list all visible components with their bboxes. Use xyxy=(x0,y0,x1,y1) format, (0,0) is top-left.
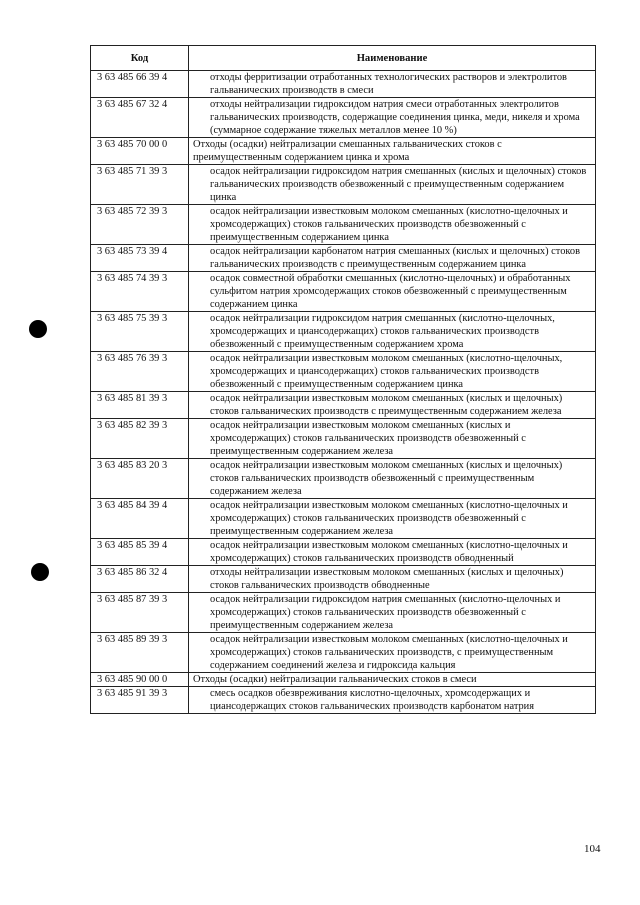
waste-name-cell: смесь осадков обезвреживания кислотно-щелочных, хромсодержащих и циансодержащих стоков гальванических производств карбонатом натрия xyxy=(189,687,596,714)
table-row xyxy=(91,98,596,138)
table-header-row xyxy=(91,46,596,71)
table-row xyxy=(91,566,596,593)
waste-name-cell: осадок нейтрализации известковым молоком смешанных (кислотно-щелочных и хромсодержащих) стоков гальванических производств обезвоженный с преимущественным содержанием железа xyxy=(189,499,596,539)
waste-code-cell: 3 63 485 76 39 3 xyxy=(91,352,189,392)
waste-code-cell: 3 63 485 90 00 0 xyxy=(91,673,189,687)
waste-name-cell: осадок нейтрализации известковым молоком смешанных (кислых и хромсодержащих) стоков гальванических производств обезвоженный с преимущественным содержанием железа xyxy=(189,419,596,459)
table-row xyxy=(91,687,596,714)
waste-name-cell: осадок нейтрализации известковым молоком смешанных (кислых и щелочных) стоков гальванических производств обезвоженный с преимущественным содержанием железа xyxy=(189,459,596,499)
waste-name-cell: осадок нейтрализации гидроксидом натрия смешанных (кислых и щелочных) стоков гальванических производств обезвоженный с преимущественным содержанием цинка xyxy=(189,165,596,205)
waste-code-cell: 3 63 485 86 32 4 xyxy=(91,566,189,593)
waste-name-cell: осадок совместной обработки смешанных (кислотно-щелочных) и обработанных сульфитом натрия хромсодержащих стоков обезвоженный с преимущественным содержанием цинка xyxy=(189,272,596,312)
waste-name-cell: осадок нейтрализации карбонатом натрия смешанных (кислых и щелочных) стоков гальванических производств с преимущественным содержанием цинка xyxy=(189,245,596,272)
waste-code-cell: 3 63 485 74 39 3 xyxy=(91,272,189,312)
waste-code-cell: 3 63 485 81 39 3 xyxy=(91,392,189,419)
table-row xyxy=(91,419,596,459)
table-row xyxy=(91,71,596,98)
waste-name-cell: осадок нейтрализации гидроксидом натрия смешанных (кислотно-щелочных, хромсодержащих и циансодержащих) стоков гальванических производств обезвоженный с преимущественным содержанием хрома xyxy=(189,312,596,352)
punch-hole-bottom xyxy=(31,563,49,581)
waste-name-cell: Отходы (осадки) нейтрализации гальванических стоков в смеси xyxy=(189,673,596,687)
column-header-name: Наименование xyxy=(189,46,596,71)
waste-name-cell: осадок нейтрализации известковым молоком смешанных (кислых и щелочных) стоков гальванических производств с преимущественным содержанием железа xyxy=(189,392,596,419)
punch-hole-top xyxy=(29,320,47,338)
table-row xyxy=(91,245,596,272)
table-row xyxy=(91,312,596,352)
table-body xyxy=(91,71,596,714)
waste-code-cell: 3 63 485 84 39 4 xyxy=(91,499,189,539)
waste-name-cell: осадок нейтрализации известковым молоком смешанных (кислотно-щелочных, хромсодержащих и циансодержащих) стоков гальванических производств обезвоженный с преимущественным содержанием цинка xyxy=(189,352,596,392)
waste-code-cell: 3 63 485 71 39 3 xyxy=(91,165,189,205)
table-group-row xyxy=(91,138,596,165)
waste-code-cell: 3 63 485 87 39 3 xyxy=(91,593,189,633)
table-row xyxy=(91,272,596,312)
waste-name-cell: отходы нейтрализации гидроксидом натрия смеси отработанных электролитов гальванических производств, содержащие соединения цинка, меди, никеля и хрома (суммарное содержание тяжелых металлов менее 10 %) xyxy=(189,98,596,138)
waste-classification-table xyxy=(90,45,596,714)
waste-name-cell: Отходы (осадки) нейтрализации смешанных гальванических стоков с преимущественным содержанием цинка и хрома xyxy=(189,138,596,165)
waste-code-cell: 3 63 485 67 32 4 xyxy=(91,98,189,138)
table-row xyxy=(91,352,596,392)
waste-name-cell: осадок нейтрализации гидроксидом натрия смешанных (кислотно-щелочных и хромсодержащих) стоков гальванических производств обезвоженный с преимущественным содержанием железа xyxy=(189,593,596,633)
waste-code-cell: 3 63 485 85 39 4 xyxy=(91,539,189,566)
waste-code-cell: 3 63 485 75 39 3 xyxy=(91,312,189,352)
table-row xyxy=(91,593,596,633)
waste-name-cell: отходы ферритизации отработанных технологических растворов и электролитов гальванических производств в смеси xyxy=(189,71,596,98)
waste-code-cell: 3 63 485 72 39 3 xyxy=(91,205,189,245)
table-row xyxy=(91,205,596,245)
waste-name-cell: отходы нейтрализации известковым молоком смешанных (кислых и щелочных) стоков гальванических производств обводненные xyxy=(189,566,596,593)
waste-code-cell: 3 63 485 83 20 3 xyxy=(91,459,189,499)
table-group-row xyxy=(91,673,596,687)
waste-code-cell: 3 63 485 91 39 3 xyxy=(91,687,189,714)
table-row xyxy=(91,459,596,499)
table-row xyxy=(91,539,596,566)
waste-code-cell: 3 63 485 82 39 3 xyxy=(91,419,189,459)
waste-code-cell: 3 63 485 73 39 4 xyxy=(91,245,189,272)
waste-code-cell: 3 63 485 89 39 3 xyxy=(91,633,189,673)
page-number: 104 xyxy=(584,843,601,855)
table-row xyxy=(91,499,596,539)
column-header-code: Код xyxy=(91,46,189,71)
waste-code-cell: 3 63 485 70 00 0 xyxy=(91,138,189,165)
waste-name-cell: осадок нейтрализации известковым молоком смешанных (кислотно-щелочных и хромсодержащих) стоков гальванических производств обводненный xyxy=(189,539,596,566)
waste-code-cell: 3 63 485 66 39 4 xyxy=(91,71,189,98)
waste-name-cell: осадок нейтрализации известковым молоком смешанных (кислотно-щелочных и хромсодержащих) стоков гальванических производств обезвоженный с преимущественным содержанием цинка xyxy=(189,205,596,245)
waste-name-cell: осадок нейтрализации известковым молоком смешанных (кислотно-щелочных и хромсодержащих) стоков гальванических производств, с преимущественным содержанием соединений железа и гидроксида кальция xyxy=(189,633,596,673)
table-row xyxy=(91,392,596,419)
table-row xyxy=(91,165,596,205)
table-row xyxy=(91,633,596,673)
